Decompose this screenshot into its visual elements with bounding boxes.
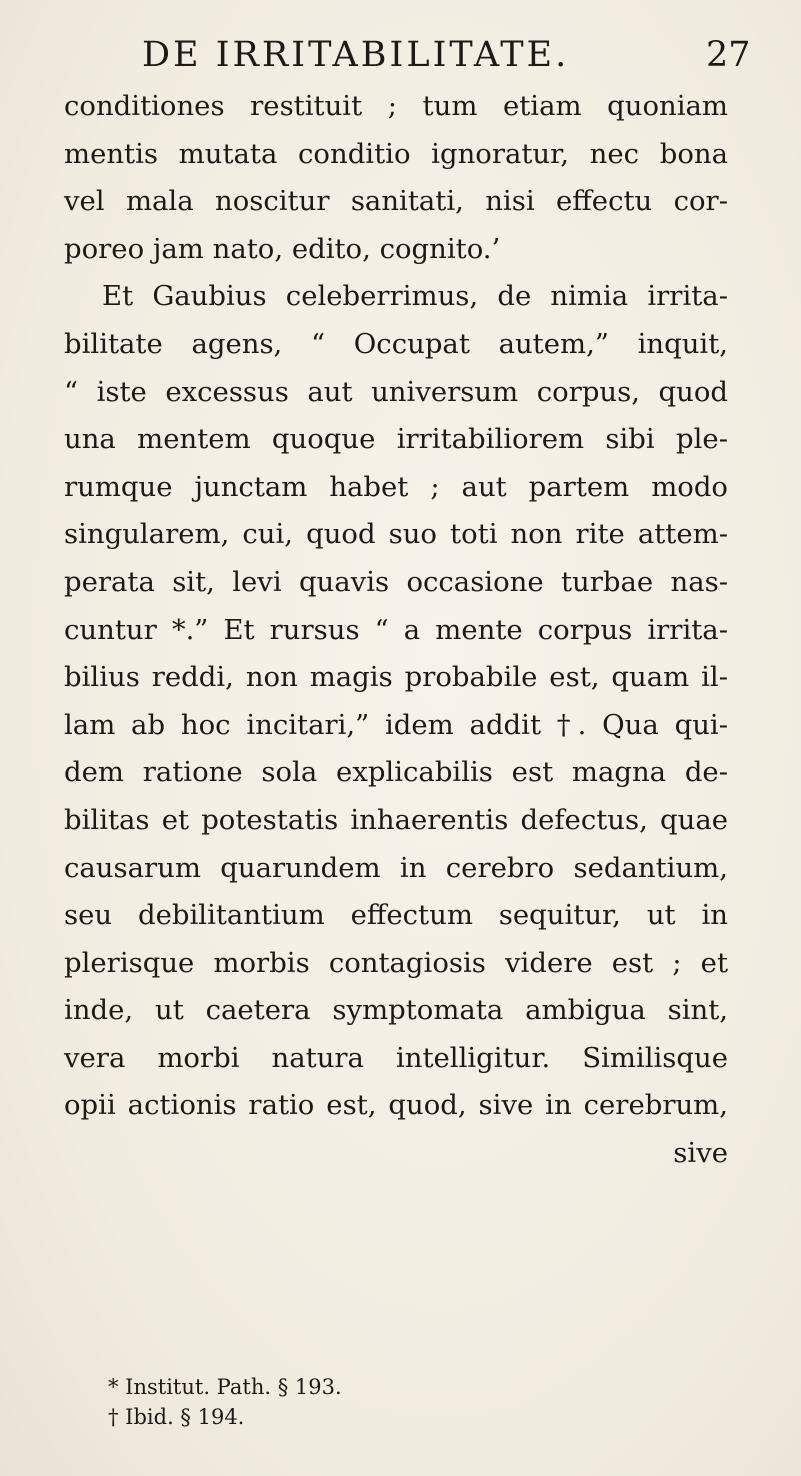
running-title: DE IRRITABILITATE.: [142, 35, 570, 75]
footnote: † Ibid. § 194.: [108, 1405, 245, 1429]
running-head: [0, 30, 801, 80]
text-line: “ iste excessus aut universum corpus, quod: [64, 375, 728, 408]
text-line: plerisque morbis contagiosis videre est ; et: [64, 946, 728, 979]
text-line: rumque junctam habet ; aut partem modo: [64, 470, 728, 503]
text-line: perata sit, levi quavis occasione turbae nas-: [64, 565, 728, 598]
catchword: sive: [673, 1137, 728, 1170]
footnotes: [108, 1372, 728, 1432]
text-line: lam ab hoc incitari,” idem addit †. Qua qui-: [64, 708, 728, 741]
text-line: dem ratione sola explicabilis est magna de-: [64, 756, 728, 789]
text-line: opii actionis ratio est, quod, sive in cerebrum,: [64, 1089, 728, 1122]
body-text: [64, 83, 728, 1178]
footnote: * Institut. Path. § 193.: [108, 1375, 342, 1399]
text-line-paragraph-start: Et Gaubius celeberrimus, de nimia irrita-: [102, 280, 728, 313]
text-line: singularem, cui, quod suo toti non rite attem-: [64, 518, 728, 551]
text-line: vel mala noscitur sanitati, nisi effectu cor-: [64, 185, 728, 218]
text-line-paragraph-end: poreo jam nato, edito, cognito.’: [64, 232, 501, 265]
text-line: mentis mutata conditio ignoratur, nec bona: [64, 137, 728, 170]
text-line: bilius reddi, non magis probabile est, quam il-: [64, 661, 728, 694]
page-number: 27: [706, 35, 751, 75]
text-line: vera morbi natura intelligitur. Similisque: [64, 1041, 728, 1074]
text-line: bilitate agens, “ Occupat autem,” inquit,: [64, 327, 728, 360]
text-line: una mentem quoque irritabiliorem sibi ple-: [64, 423, 728, 456]
text-line: inde, ut caetera symptomata ambigua sint,: [64, 994, 728, 1027]
text-line: causarum quarundem in cerebro sedantium,: [64, 851, 728, 884]
text-line: conditiones restituit ; tum etiam quoniam: [64, 90, 728, 122]
text-line: seu debilitantium effectum sequitur, ut in: [64, 899, 728, 932]
text-line: bilitas et potestatis inhaerentis defectus, quae: [64, 803, 728, 836]
text-line: cuntur *.” Et rursus “ a mente corpus irrita-: [64, 613, 728, 646]
